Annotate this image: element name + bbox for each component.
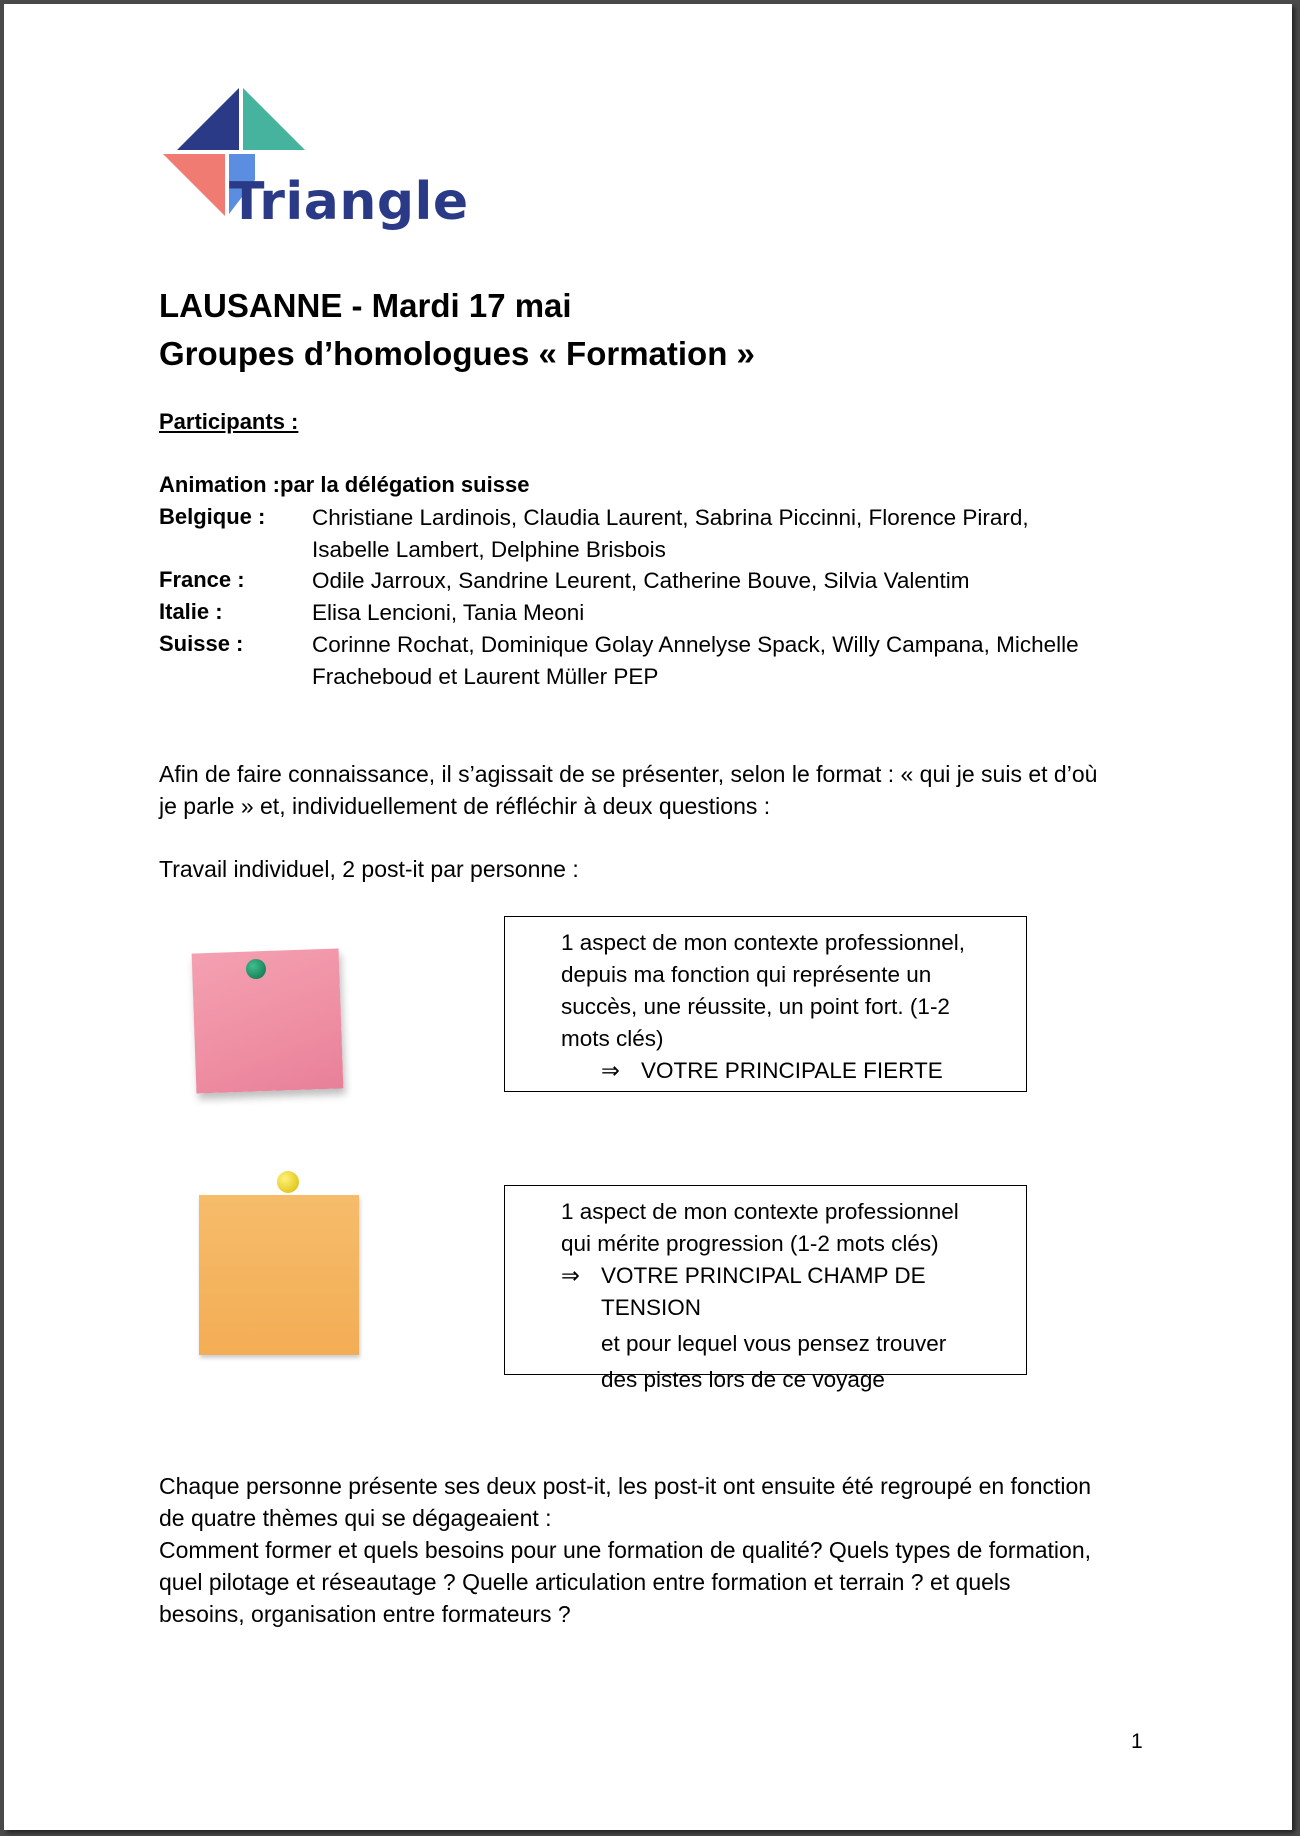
country-label-belgique: Belgique : xyxy=(159,504,266,529)
country-label-suisse: Suisse : xyxy=(159,631,244,656)
text-line: je parle » et, individuellement de réfléchir à deux questions : xyxy=(159,793,771,819)
names-line: Christiane Lardinois, Claudia Laurent, Sabrina Piccinni, Florence Pirard, xyxy=(312,505,1029,530)
document-page xyxy=(4,4,1292,1830)
logo-text: Triangle xyxy=(229,172,469,232)
country-names-suisse xyxy=(312,629,1162,693)
country-names-france xyxy=(312,565,1162,597)
question-box-1 xyxy=(504,916,1027,1092)
box-arrow-line xyxy=(561,1055,1016,1087)
country-label-france: France : xyxy=(159,567,245,592)
work-line: Travail individuel, 2 post-it par personne : xyxy=(159,856,579,882)
text-line: Afin de faire connaissance, il s’agissait de se présenter, selon le format : « qui je suis et d’où xyxy=(159,761,1098,787)
implies-arrow-icon: ⇒ xyxy=(561,1263,580,1289)
animation-text: par la délégation suisse xyxy=(280,472,530,497)
names-line: Elisa Lencioni, Tania Meoni xyxy=(312,600,585,625)
country-names-belgique xyxy=(312,502,1162,566)
page-title: LAUSANNE - Mardi 17 mai xyxy=(159,287,572,324)
box-arrow-line xyxy=(561,1260,1016,1324)
green-pin-icon xyxy=(246,959,266,979)
box-line: des pistes lors de ce voyage xyxy=(601,1367,885,1392)
names-line: Isabelle Lambert, Delphine Brisbois xyxy=(312,537,666,562)
text-line: Chaque personne présente ses deux post-it, les post-it ont ensuite été regroupé en fonction xyxy=(159,1473,1092,1499)
names-line: Corinne Rochat, Dominique Golay Annelyse Spack, Willy Campana, Michelle xyxy=(312,632,1079,657)
country-names-italie xyxy=(312,597,1162,629)
box-line: depuis ma fonction qui représente un xyxy=(561,962,932,987)
animation-label: Animation : xyxy=(159,472,280,497)
box-arrow-text: VOTRE PRINCIPAL CHAMP DE TENSION xyxy=(601,1263,926,1320)
text-line: de quatre thèmes qui se dégageaient : xyxy=(159,1505,552,1531)
text-line: quel pilotage et réseautage ? Quelle articulation entre formation et terrain ? et quels xyxy=(159,1569,1011,1595)
country-label-italie: Italie : xyxy=(159,599,223,624)
names-line: Odile Jarroux, Sandrine Leurent, Catherine Bouve, Silvia Valentim xyxy=(312,568,970,593)
box-line: 1 aspect de mon contexte professionnel xyxy=(561,1199,959,1224)
box-line: succès, une réussite, un point fort. (1-2 xyxy=(561,994,950,1019)
animation-line xyxy=(159,472,529,498)
pink-post-it-image xyxy=(192,948,344,1093)
box-line: qui mérite progression (1-2 mots clés) xyxy=(561,1231,939,1256)
triangle-logo xyxy=(159,84,469,244)
yellow-pin-icon xyxy=(277,1171,299,1193)
box-line: et pour lequel vous pensez trouver xyxy=(601,1331,947,1356)
closing-paragraph xyxy=(159,1470,1149,1630)
box-line: mots clés) xyxy=(561,1026,664,1051)
question-box-2 xyxy=(504,1185,1027,1392)
page-number: 1 xyxy=(1131,1730,1143,1753)
orange-post-it-image xyxy=(199,1195,359,1355)
names-line: Fracheboud et Laurent Müller PEP xyxy=(312,664,659,689)
box-line: 1 aspect de mon contexte professionnel, xyxy=(561,930,966,955)
implies-arrow-icon: ⇒ xyxy=(601,1058,620,1084)
page-subtitle: Groupes d’homologues « Formation » xyxy=(159,335,755,372)
intro-paragraph xyxy=(159,758,1149,822)
text-line: Comment former et quels besoins pour une formation de qualité? Quels types de formation, xyxy=(159,1537,1091,1563)
text-line: besoins, organisation entre formateurs ? xyxy=(159,1601,571,1627)
box-arrow-text: VOTRE PRINCIPALE FIERTE xyxy=(641,1058,943,1083)
participants-heading: Participants : xyxy=(159,409,299,434)
